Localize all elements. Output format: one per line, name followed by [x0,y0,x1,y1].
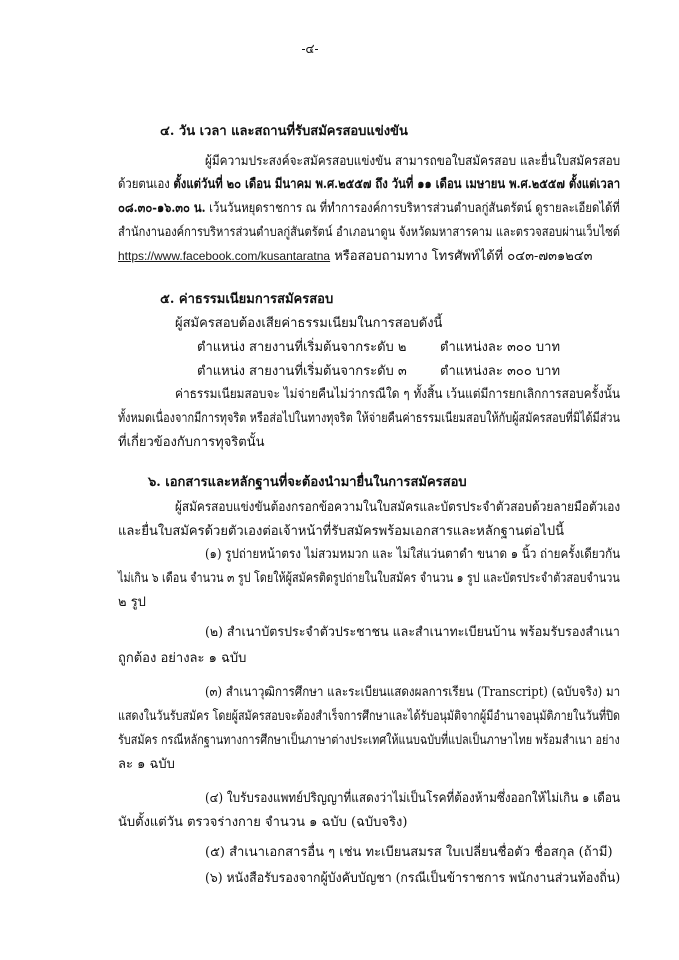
section-5-heading: ๕. ค่าธรรมเนียมการสมัครสอบ [160,292,334,307]
doc-item-3-cont: รับสมัคร กรณีหลักฐานทางการศึกษาเป็นภาษาต่างประเทศให้แนบฉบับที่แปลเป็นภาษาไทย พร้อมสำเนา อย่าง [118,733,620,748]
doc-item-3: (๓) สำเนาวุฒิการศึกษา และระเบียนแสดงผลการเรียน (Transcript) (ฉบับจริง) มา [205,685,621,700]
doc-item-4: (๔) ใบรับรองแพทย์ปริญญาที่แสดงว่าไม่เป็นโรคที่ต้องห้ามซึ่งออกให้ไม่เกิน ๑ เดือน [205,791,621,806]
doc-item-1-cont: ไม่เกิน ๖ เดือน จำนวน ๓ รูป โดยให้ผู้สมัครติดรูปถ่ายในใบสมัคร จำนวน ๑ รูป และบัตรประจำตัวสอบจำนวน [118,571,620,586]
section-4-line-1: ผู้มีความประสงค์จะสมัครสอบแข่งขัน สามารถขอใบสมัครสอบ และยื่นใบสมัครสอบ [205,154,621,169]
application-hours: ๐๘.๓๐-๑๖.๓๐ น. [118,201,206,216]
doc-item-3-cont: แสดงในวันรับสมัคร โดยผู้สมัครสอบจะต้องสำเร็จการศึกษาและได้รับอนุมัติจากผู้มีอำนาจอนุมัติภายในวันที่ปิด [118,709,620,724]
section-4-line-3-text: เว้นวันหยุดราชการ ณ ที่ทำการองค์การบริหารส่วนตำบลกู่สันตรัตน์ ดูรายละเอียดได้ที่ [205,201,620,216]
doc-item-3-cont: ละ ๑ ฉบับ [118,757,175,772]
section-4-line-4: สำนักงานองค์การบริหารส่วนตำบลกู่สันตรัตน์ อำเภอนาดูน จังหวัดมหาสารคาม และตรวจสอบผ่านเว็บไซต์ [118,225,620,240]
section-5-line-1: ผู้สมัครสอบต้องเสียค่าธรรมเนียมในการสอบดังนี้ [175,316,443,331]
page-number: -๔- [301,42,319,57]
section-6-heading: ๖. เอกสารและหลักฐานที่จะต้องนำมายื่นในการสมัครสอบ [148,475,467,490]
fee-row-position: ตำแหน่ง สายงานที่เริ่มต้นจากระดับ ๒ [197,340,407,355]
doc-item-4-cont: นับตั้งแต่วัน ตรวจร่างกาย จำนวน ๑ ฉบับ (ฉบับจริง) [118,815,408,830]
fee-row-amount: ตำแหน่งละ ๓๐๐ บาท [440,340,561,355]
doc-item-1-cont: ๒ รูป [118,595,146,610]
fee-row-amount: ตำแหน่งละ ๓๐๐ บาท [440,364,561,379]
section-4-line-2-text: ด้วยตนเอง [118,177,174,192]
doc-item-2: (๒) สำเนาบัตรประจำตัวประชาชน และสำเนาทะเบียนบ้าน พร้อมรับรองสำเนา [205,625,620,640]
doc-item-6: (๖) หนังสือรับรองจากผู้บังคับบัญชา (กรณีเป็นข้าราชการ พนักงานส่วนท้องถิ่น) [205,871,621,886]
section-4-line-5 [118,249,593,265]
section-4-heading: ๔. วัน เวลา และสถานที่รับสมัครสอบแข่งขัน [160,124,408,139]
doc-item-1: (๑) รูปถ่ายหน้าตรง ไม่สวมหมวก และ ไม่ใส่แว่นตาดำ ขนาด ๑ นิ้ว ถ่ายครั้งเดียวกัน [205,547,621,562]
section-4-line-3 [118,201,620,217]
section-6-line-1: ผู้สมัครสอบแข่งขันต้องกรอกข้อความในใบสมัครและบัตรประจำตัวสอบด้วยลายมือตัวเอง [175,500,621,515]
section-4-line-2 [118,177,620,193]
section-4-phone-text: หรือสอบถามทาง โทรศัพท์ได้ที่ ๐๔๓-๗๓๑๒๔๓ [330,249,593,264]
fee-row-position: ตำแหน่ง สายงานที่เริ่มต้นจากระดับ ๓ [197,364,407,379]
section-6-line-2: และยื่นใบสมัครด้วยตัวเองต่อเจ้าหน้าที่รับสมัครพร้อมเอกสารและหลักฐานต่อไปนี้ [118,524,564,539]
section-5-line-3: ทั้งหมดเนื่องจากมีการทุจริต หรือส่อไปในทางทุจริต ให้จ่ายคืนค่าธรรมเนียมสอบให้กับผู้สมัครสอบที่มิได้มีส่วน [118,411,620,426]
facebook-link[interactable]: https://www.facebook.com/kusantaratna [118,249,331,263]
application-period: ตั้งแต่วันที่ ๒๐ เดือน มีนาคม พ.ศ.๒๕๕๗ ถึง วันที่ ๑๑ เดือน เมษายน พ.ศ.๒๕๕๗ ตั้งแต่เวลา [173,177,621,192]
doc-item-5: (๕) สำเนาเอกสารอื่น ๆ เช่น ทะเบียนสมรส ใบเปลี่ยนชื่อตัว ชื่อสกุล (ถ้ามี) [205,845,613,860]
section-5-line-4: ที่เกี่ยวข้องกับการทุจริตนั้น [118,435,265,450]
section-5-line-2: ค่าธรรมเนียมสอบจะ ไม่จ่ายคืนไม่ว่ากรณีใด ๆ ทั้งสิ้น เว้นแต่มีการยกเลิกการสอบครั้งนั้น [175,387,621,402]
doc-item-2-cont: ถูกต้อง อย่างละ ๑ ฉบับ [118,651,247,666]
